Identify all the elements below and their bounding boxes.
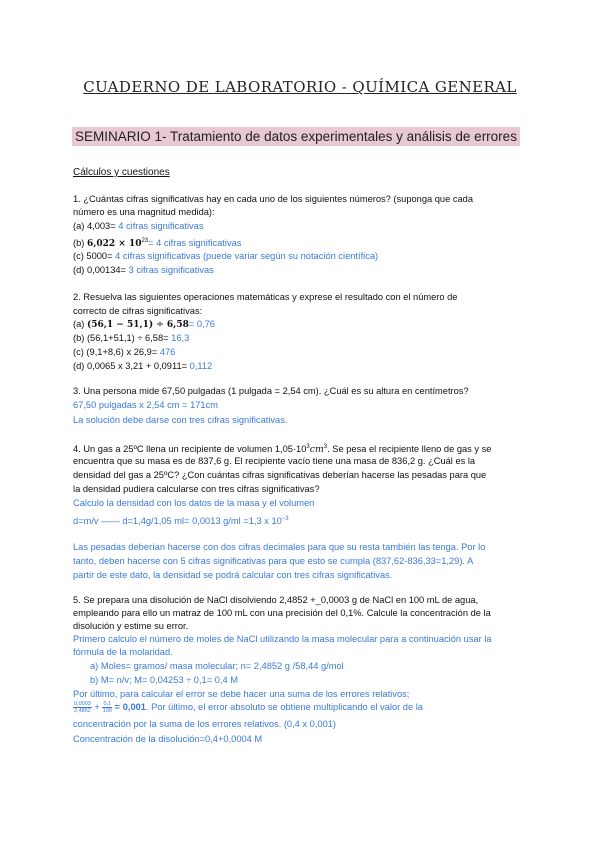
q4-answer-3: Las pesadas deberían hacerse con dos cifras decimales para que su resta también las tenga. Por lo xyxy=(73,542,486,552)
q2-d-label: (d) 0,0065 x 3,21 + 0,0911= xyxy=(73,361,188,371)
q4-answer-2-exp: −3 xyxy=(281,516,289,522)
q2-item-c xyxy=(73,346,175,358)
q2-c-label: (c) (9,1+8,6) x 26,9= xyxy=(73,347,158,357)
q1-d-label: (d) 0,00134= xyxy=(73,265,126,275)
q1-item-c xyxy=(73,250,378,262)
q1-line-2: número es una magnitud medida): xyxy=(73,207,215,217)
q4-unit-exp: 3 xyxy=(323,444,328,450)
q4-line-1 xyxy=(73,441,491,456)
q1-a-answer: 4 cifras significativas xyxy=(115,221,204,231)
seminar-heading: SEMINARIO 1- Tratamiento de datos experimentales y análisis de errores xyxy=(72,127,520,146)
q2-line-1: 2. Resuelva las siguientes operaciones matemáticas y exprese el resultado con el número de xyxy=(73,292,458,302)
q4-answer-2-pre: d=m/v —— d=1,4g/1,05 ml= 0,0013 g/ml =1,3 x 10 xyxy=(73,516,282,527)
q4-answer-5: partir de este dato, la densidad se podrá calcular con tres cifras significativas. xyxy=(73,570,393,580)
fraction-1-numerator: 0,0003 xyxy=(74,701,91,708)
q1-d-answer: 3 cifras significativas xyxy=(125,265,214,275)
q2-c-answer: 476 xyxy=(157,347,176,357)
q1-item-b xyxy=(73,235,241,250)
q2-item-d xyxy=(73,360,212,372)
q4-answer-4: tanto, deben hacerse con 5 cifras significativas para que esto se cumpla (837,62-836,33=1,29). A xyxy=(73,556,474,566)
q4-line-2: encuentra que su masa es de 837,6 g. El recipiente vacío tiene una masa de 836,2 g. ¿Cuál es la xyxy=(73,456,476,466)
q4-unit: cm xyxy=(309,444,324,456)
section-heading: Cálculos y cuestiones xyxy=(73,167,170,178)
q5-answer-4 xyxy=(73,701,423,714)
q4-answer-1: Calculo la densidad con los datos de la masa y el volumen xyxy=(73,498,315,508)
q1-b-exponent: 23 xyxy=(141,238,149,244)
q1-b-answer: = 4 cifras significativas xyxy=(148,238,242,249)
q4-line-1-pre: 4. Un gas a 25ºC llena un recipiente de volumen 1,05·10 xyxy=(73,444,307,455)
q5-answer-item-a: a) Moles= gramos/ masa molecular; n= 2,4852 g /58,44 g/mol xyxy=(90,661,344,671)
q1-c-label: (c) 5000= xyxy=(73,251,113,261)
q2-item-a xyxy=(73,318,215,331)
q1-item-a xyxy=(73,220,203,232)
q1-b-math: 6,022 × 10 xyxy=(86,239,142,250)
q5-answer-2: fórmula de la molaridad. xyxy=(73,647,173,657)
q4-exp: 3 xyxy=(306,444,310,450)
q2-b-answer: 16,3 xyxy=(168,333,190,343)
q5-line-1: 5. Se prepara una disolución de NaCl disolviendo 2,4852 +_0,0003 g de NaCl en 100 mL de agua, xyxy=(73,595,479,605)
q5-answer-3: Por último, para calcular el error se debe hacer una suma de los errores relativos; xyxy=(73,689,410,699)
q5-answer-6: Concentración de la disolución=0,4+0,0004 M xyxy=(73,734,263,744)
fraction-result: = 0,001 xyxy=(112,702,146,712)
fraction-2-denominator: 100 xyxy=(102,708,112,715)
q2-b-label: (b) (56,1+51,1) ÷ 6,58= xyxy=(73,333,169,343)
q2-a-answer: = 0,76 xyxy=(188,319,215,329)
q2-d-answer: 0,112 xyxy=(187,361,213,371)
q5-line-2: empleando para ello un matraz de 100 mL con una precisión del 0,1%. Calcule la concentración de la xyxy=(73,608,491,618)
q1-b-label: (b) xyxy=(73,238,87,249)
q5-answer-item-b: b) M= n/v; M= 0,04253 ÷ 0,1= 0,4 M xyxy=(90,675,238,685)
fraction-1-denominator: 2,4852 xyxy=(74,708,91,715)
q1-a-label: (a) 4,003= xyxy=(73,221,116,231)
q2-a-math: (56,1 − 51,1) ÷ 6,58 xyxy=(86,320,189,330)
q5-line-3: disolución y estime su error. xyxy=(73,621,189,631)
plus-sign: + xyxy=(91,702,103,712)
fraction-2-numerator: 0,1 xyxy=(103,701,112,708)
q4-answer-2 xyxy=(73,513,289,527)
q3-answer-2: La solución debe darse con tres cifras significativas. xyxy=(73,415,288,425)
fraction-1 xyxy=(73,701,92,714)
q5-answer-4-post: . Por último, el error absoluto se obtiene multiplicando el valor de la xyxy=(145,702,423,712)
q1-line-1: 1. ¿Cuántas cifras significativas hay en cada uno de los siguientes números? (suponga que cada xyxy=(73,194,474,204)
q2-item-b xyxy=(73,332,189,344)
q1-item-d xyxy=(73,264,214,276)
q2-line-2: correcto de cifras significativas: xyxy=(73,306,203,316)
q3-answer-1: 67,50 pulgadas x 2,54 cm = 171cm xyxy=(73,400,218,410)
fraction-2 xyxy=(102,701,112,714)
q2-a-label: (a) xyxy=(73,319,87,329)
q5-answer-1: Primero calculo el número de moles de NaCl utilizando la masa molecular para a continuación usar la xyxy=(73,634,492,644)
q4-line-3: densidad del gas a 25ºC? ¿Con cuántas cifras significativas deberían hacerse las pesadas para que xyxy=(73,470,487,480)
q1-c-answer: 4 cifras significativas (puede variar según su notación científica) xyxy=(112,251,379,261)
q5-answer-5: concentración por la suma de los errores relativos. (0,4 x 0,001) xyxy=(73,719,337,729)
page-title: CUADERNO DE LABORATORIO - QUÍMICA GENERAL xyxy=(83,78,517,96)
q4-line-4: la densidad pudiera calcularse con tres cifras significativas? xyxy=(73,484,320,494)
q4-line-1-post: . Se pesa el recipiente lleno de gas y se xyxy=(327,444,492,455)
q3-line-1: 3. Una persona mide 67,50 pulgadas (1 pulgada = 2,54 cm). ¿Cuál es su altura en centímetros? xyxy=(73,386,469,396)
